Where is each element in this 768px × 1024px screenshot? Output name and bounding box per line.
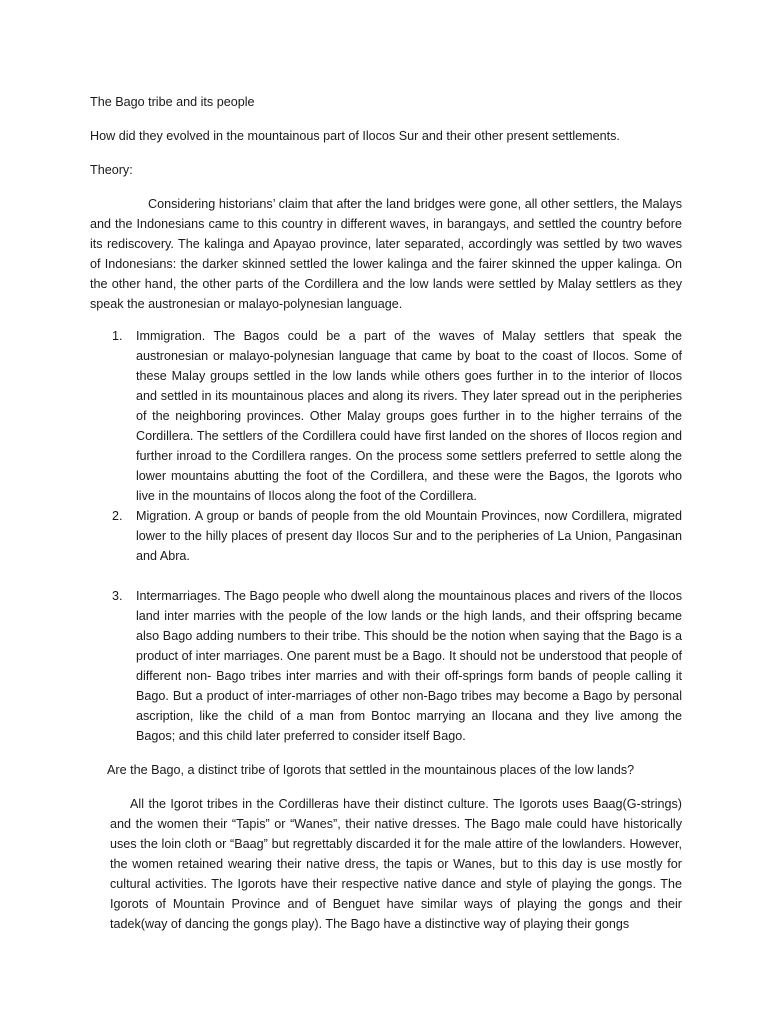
intro-paragraph: Considering historians’ claim that after the land bridges were gone, all other settlers, the Malays and the Indonesians came to this country in different waves, in barangays, and settled the country before its rediscovery. The kalinga and Apayao province, later separated, accordingly was settled by two waves of Indonesians: the darker skinned settled the lower kalinga and the fairer skinned the upper kalinga. On the other hand, the other parts of the Cordillera and the low lands were settled by Malay settlers as they speak the austronesian or malayo-polynesian language. [90,197,682,311]
list-item-text: Immigration. The Bagos could be a part of the waves of Malay settlers that speak the austronesian or malayo-polynesian language that came by boat to the coast of Ilocos. Some of these Malay groups settled in the low lands while others goes further in to the interior of Ilocos and settled in its mountainous places and along its rivers. They later spread out in the peripheries of the neighboring provinces. Other Malay groups goes further in to the higher terrains of the Cordillera. The settlers of the Cordillera could have first landed on the shores of Ilocos region and further inroad to the Cordillera ranges. On the process some settlers preferred to settle along the lower mountains abutting the foot of the Cordillera, and these were the Bagos, the Igorots who live in the mountains of Ilocos along the foot of the Cordillera. [136,329,682,503]
second-question: Are the Bago, a distinct tribe of Igorots that settled in the mountainous places of the low lands? [107,763,635,777]
list-item [90,326,682,506]
list-item [90,586,682,746]
research-question: How did they evolved in the mountainous part of Ilocos Sur and their other present settlements. [90,129,620,143]
document-body [90,92,682,934]
document-title: The Bago tribe and its people [90,95,255,109]
list-item-text: Migration. A group or bands of people from the old Mountain Provinces, now Cordillera, migrated lower to the hilly places of present day Ilocos Sur and to the peripheries of La Union, Pangasinan and Abra. [136,509,682,563]
theory-list [90,326,682,746]
list-item-number: 3. [112,589,123,603]
theory-heading: Theory: [90,163,133,177]
list-item [90,506,682,566]
list-item-text: Intermarriages. The Bago people who dwell along the mountainous places and rivers of the Ilocos land inter marries with the people of the low lands or the high lands, and their offspring became also Bago adding numbers to their tribe. This should be the notion when saying that the Bago is a product of inter marriages. One parent must be a Bago. It should not be understood that people of different non- Bago tribes inter marries and with their off-springs form bands of people calling it Bago. But a product of inter-marriages of other non-Bago tribes may become a Bago by personal ascription, like the child of a man from Bontoc marrying an Ilocana and they live among the Bagos; and this child later preferred to consider itself Bago. [136,589,682,743]
list-item-number: 2. [112,509,123,523]
closing-paragraph: All the Igorot tribes in the Cordilleras have their distinct culture. The Igorots uses Baag(G-strings) and the women their “Tapis” or “Wanes”, their native dresses. The Bago male could have historically uses the loin cloth or “Baag” but regrettably discarded it for the male attire of the lowlanders. However, the women retained wearing their native dress, the tapis or Wanes, but to this day is use mostly for cultural activities. The Igorots have their respective native dance and style of playing the gongs. The Igorots of Mountain Province and of Benguet have similar ways of playing the gongs and their tadek(way of dancing the gongs play). The Bago have a distinctive way of playing their gongs [110,797,682,931]
list-item-number: 1. [112,329,123,343]
